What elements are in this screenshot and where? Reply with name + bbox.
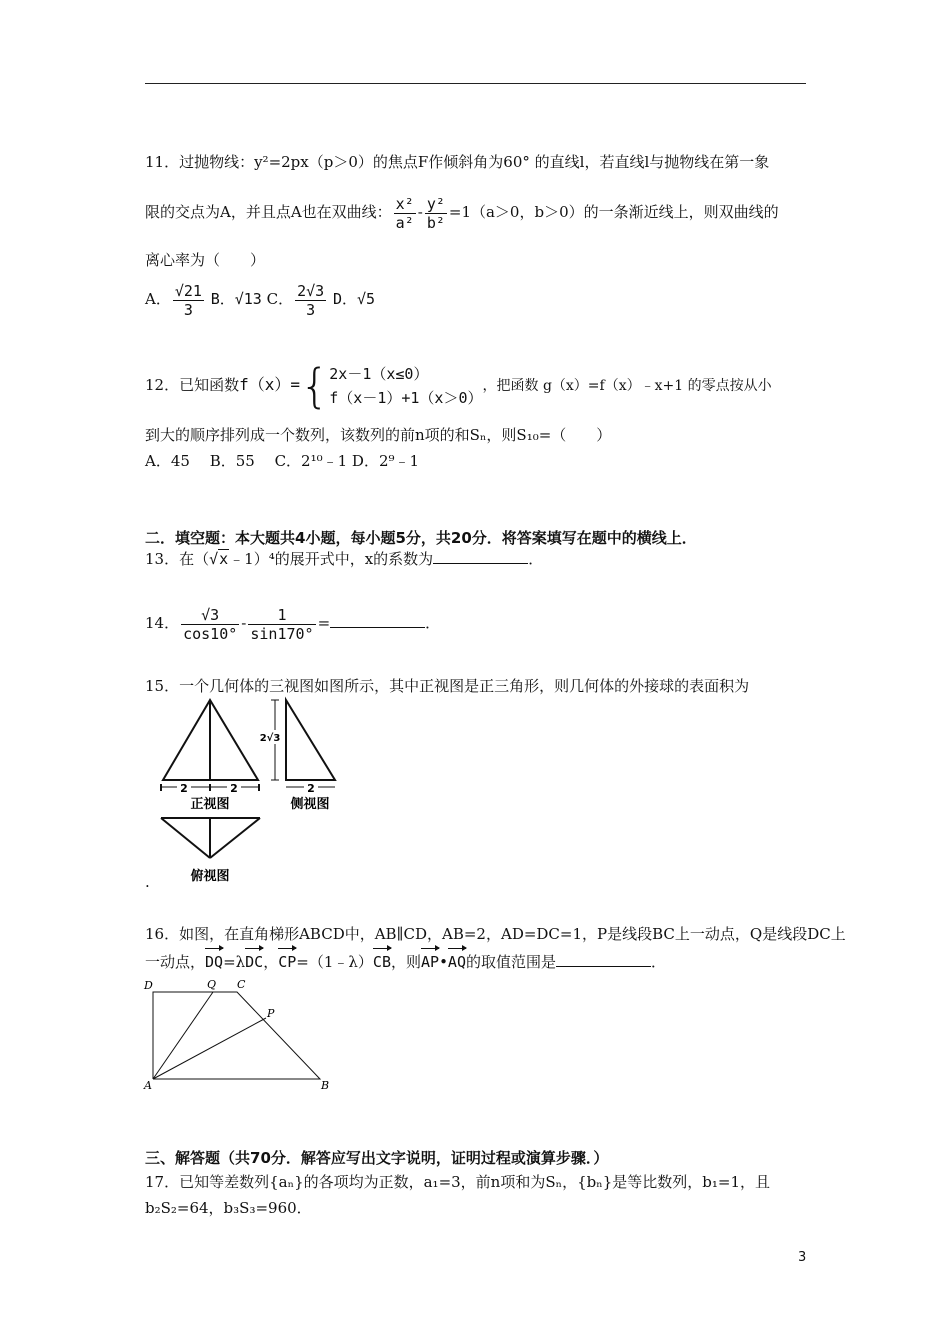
q15-text: 15．一个几何体的三视图如图所示，其中正视图是正三角形，则几何体的外接球的表面积为 <box>145 677 750 695</box>
q11-frac-y: $\frac{\text{y²}}{\text{b²}}$ <box>426 194 445 232</box>
q12-options: A．45 B．55 C．2¹⁰﹣1 D．2⁹﹣1 <box>145 452 420 470</box>
q16-line1: 16．如图，在直角梯形ABCD中，AB∥CD，AB=2，AD=DC=1，P是线段BC上一动点，Q是线段DC上 <box>145 925 846 943</box>
q13: 13．在（√x﹣1）⁴的展开式中，x的系数为 ． <box>145 550 544 568</box>
q11-optA-frac: $\frac{√21}{3}$ <box>174 281 202 319</box>
q11-frac-x: $\frac{\text{x²}}{\text{a²}}$ <box>395 194 414 232</box>
front-view-label: 正视图 <box>190 797 230 812</box>
page-number: 3 <box>798 1250 807 1265</box>
label-D: D <box>144 979 153 992</box>
q12-line1: 12．已知函数f（x）={ 2x－1（x≤0） f（x－1）+1（x＞0） ，把函数 g（x）=f（x）﹣x+1 的零点按从小 <box>145 359 772 413</box>
top-view-label: 俯视图 <box>190 869 230 884</box>
label-B: B <box>321 1079 330 1092</box>
section2-heading: 二．填空题：本大题共4小题，每小题5分，共20分．将答案填写在题中的横线上． <box>145 529 697 547</box>
q16-line2: 一动点，DQ=λDC，CP=（1﹣λ）CB，则AP•AQ的取值范围是 ． <box>145 950 666 974</box>
q17-line2: b₂S₂=64，b₃S₃=960． <box>145 1199 312 1217</box>
q15-dot: . <box>145 873 150 891</box>
trapezoid-figure <box>140 975 340 1095</box>
section3-heading: 三、解答题（共70分．解答应写出文字说明，证明过程或演算步骤．） <box>145 1149 609 1167</box>
q14-frac2: $\frac{1}{\sin 170^\circ}$ <box>250 605 314 643</box>
side-view <box>286 700 335 780</box>
vec-DQ: DQ <box>205 950 223 974</box>
q11-line2-a: 限的交点为A，并且点A也在双曲线： <box>145 203 392 221</box>
q12-line2: 到大的顺序排列成一个数列，该数列的前n项的和Sₙ，则S₁₀=（ ） <box>145 426 612 444</box>
label-C: C <box>237 978 246 991</box>
q14: 14． $\frac{√3}{\cos 10^\circ}$ - $\frac{1}{\sin 170^\circ}$ = ． <box>145 605 441 643</box>
q14-answer-blank[interactable] <box>330 613 425 628</box>
q14-frac1: $\frac{√3}{\cos 10^\circ}$ <box>183 605 238 643</box>
q11-line2: 限的交点为A，并且点A也在双曲线： $\frac{\text{x²}}{\text{a²}}$ - $\frac{\text{y²}}{\text{b²}}$ =1（a＞0，b＞0）的一条渐近线上，则双曲线的 <box>145 194 779 232</box>
q11-line2-b: =1（a＞0，b＞0）的一条渐近线上，则双曲线的 <box>448 203 779 221</box>
vec-AP: AP <box>421 950 439 974</box>
q13-answer-blank[interactable] <box>433 549 528 564</box>
q11-line1: 11．过抛物线：y²=2px（p＞0）的焦点F作倾斜角为60° 的直线l，若直线l与抛物线在第一象 <box>145 153 770 171</box>
header-rule <box>145 83 806 84</box>
vec-DC: DC <box>245 950 263 974</box>
front-dim-left: 2 <box>180 782 188 795</box>
q11-optC-frac: $\frac{2√3}{3}$ <box>297 281 325 319</box>
q12-cases: 2x－1（x≤0） f（x－1）+1（x＞0） <box>329 365 483 407</box>
vec-AQ: AQ <box>448 950 466 974</box>
side-dim-base: 2 <box>307 782 315 795</box>
three-view-figure <box>155 694 355 894</box>
front-view <box>161 700 259 791</box>
front-dim-right: 2 <box>230 782 238 795</box>
side-view-label: 侧视图 <box>290 797 330 812</box>
q11-options: A． $\frac{√21}{3}$ B．√13 C． $\frac{2√3}{3}$ D．√5 <box>145 281 376 319</box>
q12-brace: { <box>300 359 330 413</box>
q11-optB: B．√13 <box>210 290 262 308</box>
q11-optD: D．√5 <box>332 290 376 308</box>
label-A: A <box>144 1079 152 1092</box>
trapezoid-lines <box>153 992 320 1079</box>
side-height-dim: 2√3 <box>259 733 281 744</box>
vec-CP: CP <box>278 950 296 974</box>
q11-line3: 离心率为（ ） <box>145 251 266 269</box>
top-view <box>161 818 260 858</box>
label-Q: Q <box>207 978 217 991</box>
label-P: P <box>267 1007 275 1020</box>
q16-answer-blank[interactable] <box>556 952 651 967</box>
q17-line1: 17．已知等差数列{aₙ}的各项均为正数，a₁=3，前n项和为Sₙ，{bₙ}是等比数列，b₁=1，且 <box>145 1173 771 1191</box>
vec-CB: CB <box>373 950 391 974</box>
